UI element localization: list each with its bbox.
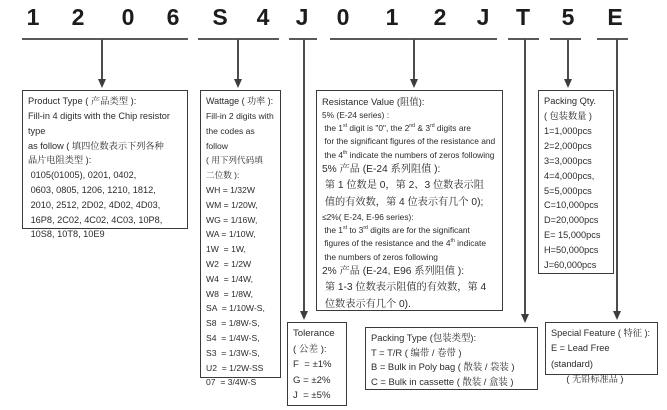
text-line: WM = 1/20W, — [206, 199, 258, 210]
code-group-underline-5 — [550, 38, 581, 40]
text-line: 3=3,000pcs — [544, 155, 592, 166]
code-char-3: 0 — [121, 4, 135, 30]
arrow-line — [524, 39, 526, 314]
text-line: the 1st to 3rd digits are for the significant — [322, 225, 470, 236]
text-line: S4 = 1/4W-S, — [206, 332, 260, 343]
text-line: E = Lead Free (standard) — [551, 343, 613, 369]
text-line: J = ±5% — [293, 390, 331, 402]
special-feature-box — [545, 322, 658, 385]
tolerance-box — [287, 322, 347, 406]
product-type-title: Product Type ( 产品类型 ): — [28, 96, 137, 106]
arrow-line — [237, 39, 239, 79]
code-char-5: S — [212, 4, 228, 30]
special-feature-title: Special Feature ( 特征 ): — [551, 328, 651, 338]
text-line: WG = 1/16W, — [206, 214, 258, 225]
packing-type-lines — [371, 346, 532, 390]
arrow-down-icon — [410, 79, 418, 88]
text-line: W4 = 1/4W, — [206, 273, 254, 284]
text-line: 第 1 位数是 0，第 2、3 位数表示阻 — [322, 180, 484, 192]
text-line: ( 公差 ): — [293, 343, 327, 355]
resistance-value-box — [316, 90, 503, 311]
resistance-value-title: Resistance Value (阻值): — [322, 96, 425, 107]
packing-type-box — [365, 327, 538, 390]
arrow-down-icon — [300, 311, 308, 320]
text-line: 2% 产品 (E-24, E96 系列阻值 ): — [322, 265, 465, 277]
arrow-down-icon — [521, 314, 529, 323]
arrow-line — [303, 39, 305, 311]
text-line: WA = 1/10W, — [206, 229, 256, 240]
arrow-line — [616, 39, 618, 311]
text-line: WH = 1/32W — [206, 184, 255, 195]
text-line: the numbers of zeros following — [322, 251, 438, 262]
text-line: the 1st digit is "0", the 2nd & 3rd digits are — [322, 123, 471, 134]
code-char-11: J — [476, 4, 490, 30]
special-feature-lines — [551, 341, 652, 387]
code-char-12: T — [515, 4, 531, 30]
text-line: the codes as follow — [206, 125, 258, 151]
text-line: S3 = 1/3W-S, — [206, 347, 260, 358]
code-char-7: J — [295, 4, 309, 30]
text-line: ≤2%( E-24, E-96 series): — [322, 212, 414, 223]
text-line: 5=5,000pcs — [544, 185, 592, 196]
code-char-8: 0 — [336, 4, 350, 30]
arrow-down-icon — [234, 79, 242, 88]
text-line: 值的有效数，第 4 位表示有几个 0); — [322, 196, 484, 208]
text-line: D=20,000pcs — [544, 215, 599, 226]
text-line: Fill-in 4 digits with the Chip resistor type — [28, 111, 173, 136]
text-line: 二位数 ): — [206, 170, 240, 181]
packing-qty-box — [538, 90, 614, 274]
code-char-10: 2 — [433, 4, 447, 30]
text-line: the 4th indicate the numbers of zeros following — [322, 149, 495, 160]
text-line: J=60,000pcs — [544, 260, 597, 271]
text-line: 2=2,000pcs — [544, 140, 592, 151]
packing-qty-title: Packing Qty. — [544, 96, 597, 106]
arrow-down-icon — [564, 79, 572, 88]
code-char-9: 1 — [385, 4, 399, 30]
arrow-line — [567, 39, 569, 79]
code-char-1: 1 — [26, 4, 40, 30]
text-line: 晶片电阻类型 ): — [28, 155, 92, 166]
text-line: 2010, 2512, 2D02, 4D02, 4D03, — [28, 199, 161, 210]
arrow-down-icon — [98, 79, 106, 88]
tolerance-lines — [293, 342, 341, 404]
product-type-box — [22, 90, 188, 240]
product-type-lines — [28, 109, 182, 242]
arrow-line — [101, 39, 103, 79]
text-line: F = ±1% — [293, 359, 332, 371]
text-line: H=50,000pcs — [544, 245, 599, 256]
text-line: C=10,000pcs — [544, 200, 599, 211]
packing-qty-lines — [544, 109, 608, 273]
text-line: W2 = 1/2W — [206, 258, 252, 269]
text-line: G = ±2% — [293, 374, 331, 386]
text-line: 10S8, 10T8, 10E9 — [28, 229, 105, 240]
wattage-box — [200, 90, 281, 388]
text-line: 0603, 0805, 1206, 1210, 1812, — [28, 184, 156, 195]
text-line: 0105(01005), 0201, 0402, — [28, 170, 137, 181]
code-char-2: 2 — [71, 4, 85, 30]
text-line: 1W = 1W, — [206, 244, 246, 255]
code-char-4: 6 — [166, 4, 180, 30]
text-line: E= 15,000pcs — [544, 230, 601, 241]
text-line: B = Bulk in Poly bag ( 散装 / 袋装 ) — [371, 361, 515, 373]
text-line: W8 = 1/8W, — [206, 288, 254, 299]
text-line: as follow ( 填四位数表示下列各种 — [28, 140, 164, 151]
text-line: figures of the resistance and the 4th indicate — [322, 238, 487, 249]
text-line: 16P8, 2C02, 4C02, 4C03, 10P8, — [28, 214, 163, 225]
packing-type-title: Packing Type (包装类型): — [371, 332, 477, 343]
text-line: S8 = 1/8W-S, — [206, 318, 260, 329]
resistance-value-lines — [322, 109, 497, 313]
text-line: 5% (E-24 series) : — [322, 110, 390, 120]
text-line: C = Bulk in cassette ( 散装 / 盒装 ) — [371, 375, 514, 387]
tolerance-title: Tolerance — [293, 328, 335, 339]
text-line: ( 包装数量 ) — [544, 111, 592, 121]
code-char-6: 4 — [256, 4, 270, 30]
arrow-down-icon — [613, 311, 621, 320]
text-line: Fill-in 2 digits with — [206, 111, 274, 121]
text-line: 4=4,000pcs, — [544, 170, 595, 181]
text-line: ( 无铅标准品 ) — [551, 374, 624, 385]
text-line: ( 用下列代码填 — [206, 155, 263, 166]
code-char-14: E — [607, 4, 623, 30]
wattage-title: Wattage ( 功率 ): — [206, 96, 274, 106]
code-group-underline-1206 — [22, 38, 188, 40]
text-line: 第 1-3 位数表示阻值的有效数，第 4 — [322, 282, 487, 294]
text-line: 1=1,000pcs — [544, 125, 592, 136]
text-line: U2 = 1/2W-SS — [206, 362, 264, 373]
text-line: 5% 产品 (E-24 系列阻值 ): — [322, 163, 441, 175]
code-group-underline-e — [597, 38, 628, 40]
text-line: 位数表示有几个 0). — [322, 298, 411, 310]
text-line: 07 = 3/4W-S — [206, 377, 257, 388]
wattage-lines — [206, 109, 275, 390]
arrow-line — [413, 39, 415, 79]
text-line: SA = 1/10W-S, — [206, 303, 265, 314]
code-char-13: 5 — [561, 4, 575, 30]
text-line: T = T/R ( 编带 / 卷带 ) — [371, 346, 462, 358]
text-line: for the significant figures of the resistance and — [322, 136, 496, 147]
